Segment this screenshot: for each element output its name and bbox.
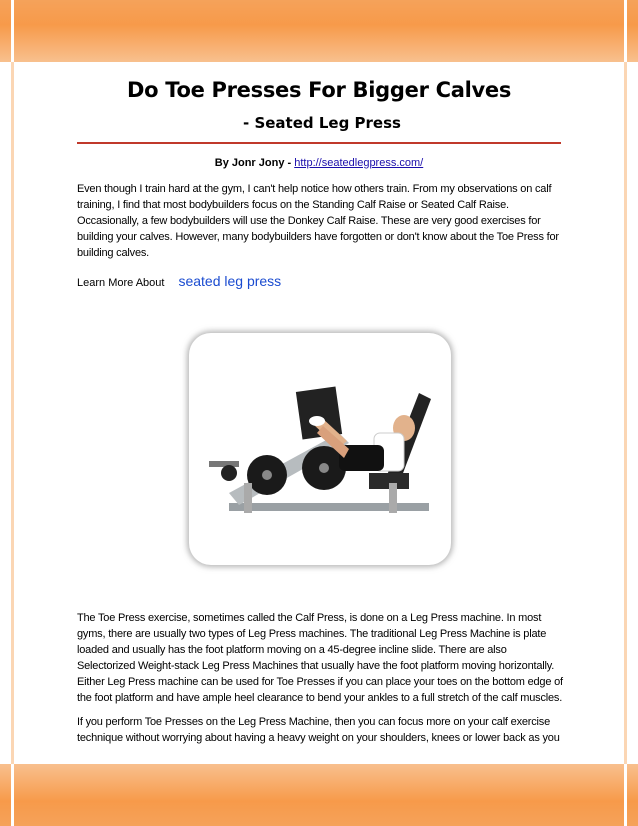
person-shoes — [309, 416, 325, 426]
byline — [77, 157, 561, 169]
leg-press-photo — [189, 333, 451, 565]
document-body — [77, 598, 563, 746]
machine-base — [229, 503, 429, 511]
page-title: Do Toe Presses For Bigger Calves — [126, 78, 512, 102]
title-divider — [77, 142, 561, 144]
page-subtitle: - Seated Leg Press — [243, 114, 401, 132]
learn-more — [77, 273, 561, 289]
header-stripe-right — [624, 0, 627, 62]
byline-author: By Jonr Jony - — [214, 157, 295, 169]
paragraph-intro: Even though I train hard at the gym, I can't help notice how others train. From my observations on calf training, I find that most bodybuilders focus on the Standing Calf Raise or Seated Calf Raise. Occasionally, a few bodybuilders will use the Donkey Calf Raise. These are very good exercises for building your calves. However, many bodybuilders have forgotten or don't know about the Toe Press for building calves. — [77, 183, 559, 259]
page-border-right — [624, 62, 627, 764]
learn-more-label: Learn More About — [77, 277, 165, 289]
document-header — [77, 78, 561, 289]
byline-link[interactable]: http://seatedlegpress.com/ — [294, 157, 424, 169]
paragraph-technique: If you perform Toe Presses on the Leg Press Machine, then you can focus more on your calf exercise technique without worrying about having a heavy weight on your shoulders, knees or lower back as you — [77, 716, 560, 744]
footer-band — [0, 764, 638, 826]
weight-horn-left — [209, 461, 239, 467]
paragraph-toe-press: The Toe Press exercise, sometimes called the Calf Press, is done on a Leg Press machine. In most gyms, there are usually two types of Leg Press machines. The traditional Leg Press Machine is plate loaded and usually has the foot platform moving on a 45-degree incline slide. There are also Selectorized Weight-stack Leg Press Machines that usually have the foot platform moving horizontally. Either Leg Press machine can be used for Toe Presses if you can place your toes on the bottom edge of the foot platform and have ample heel clearance to bend your ankles to a full stretch of the calf muscles. — [77, 612, 563, 704]
leg-press-illustration — [189, 333, 451, 565]
header-stripe-left — [11, 0, 14, 62]
footer-stripe-right — [624, 764, 627, 826]
footer-stripe-left — [11, 764, 14, 826]
header-band — [0, 0, 638, 62]
page-border-left — [11, 62, 14, 764]
learn-more-link[interactable]: seated leg press — [178, 273, 282, 289]
weight-plate-small — [221, 465, 237, 481]
